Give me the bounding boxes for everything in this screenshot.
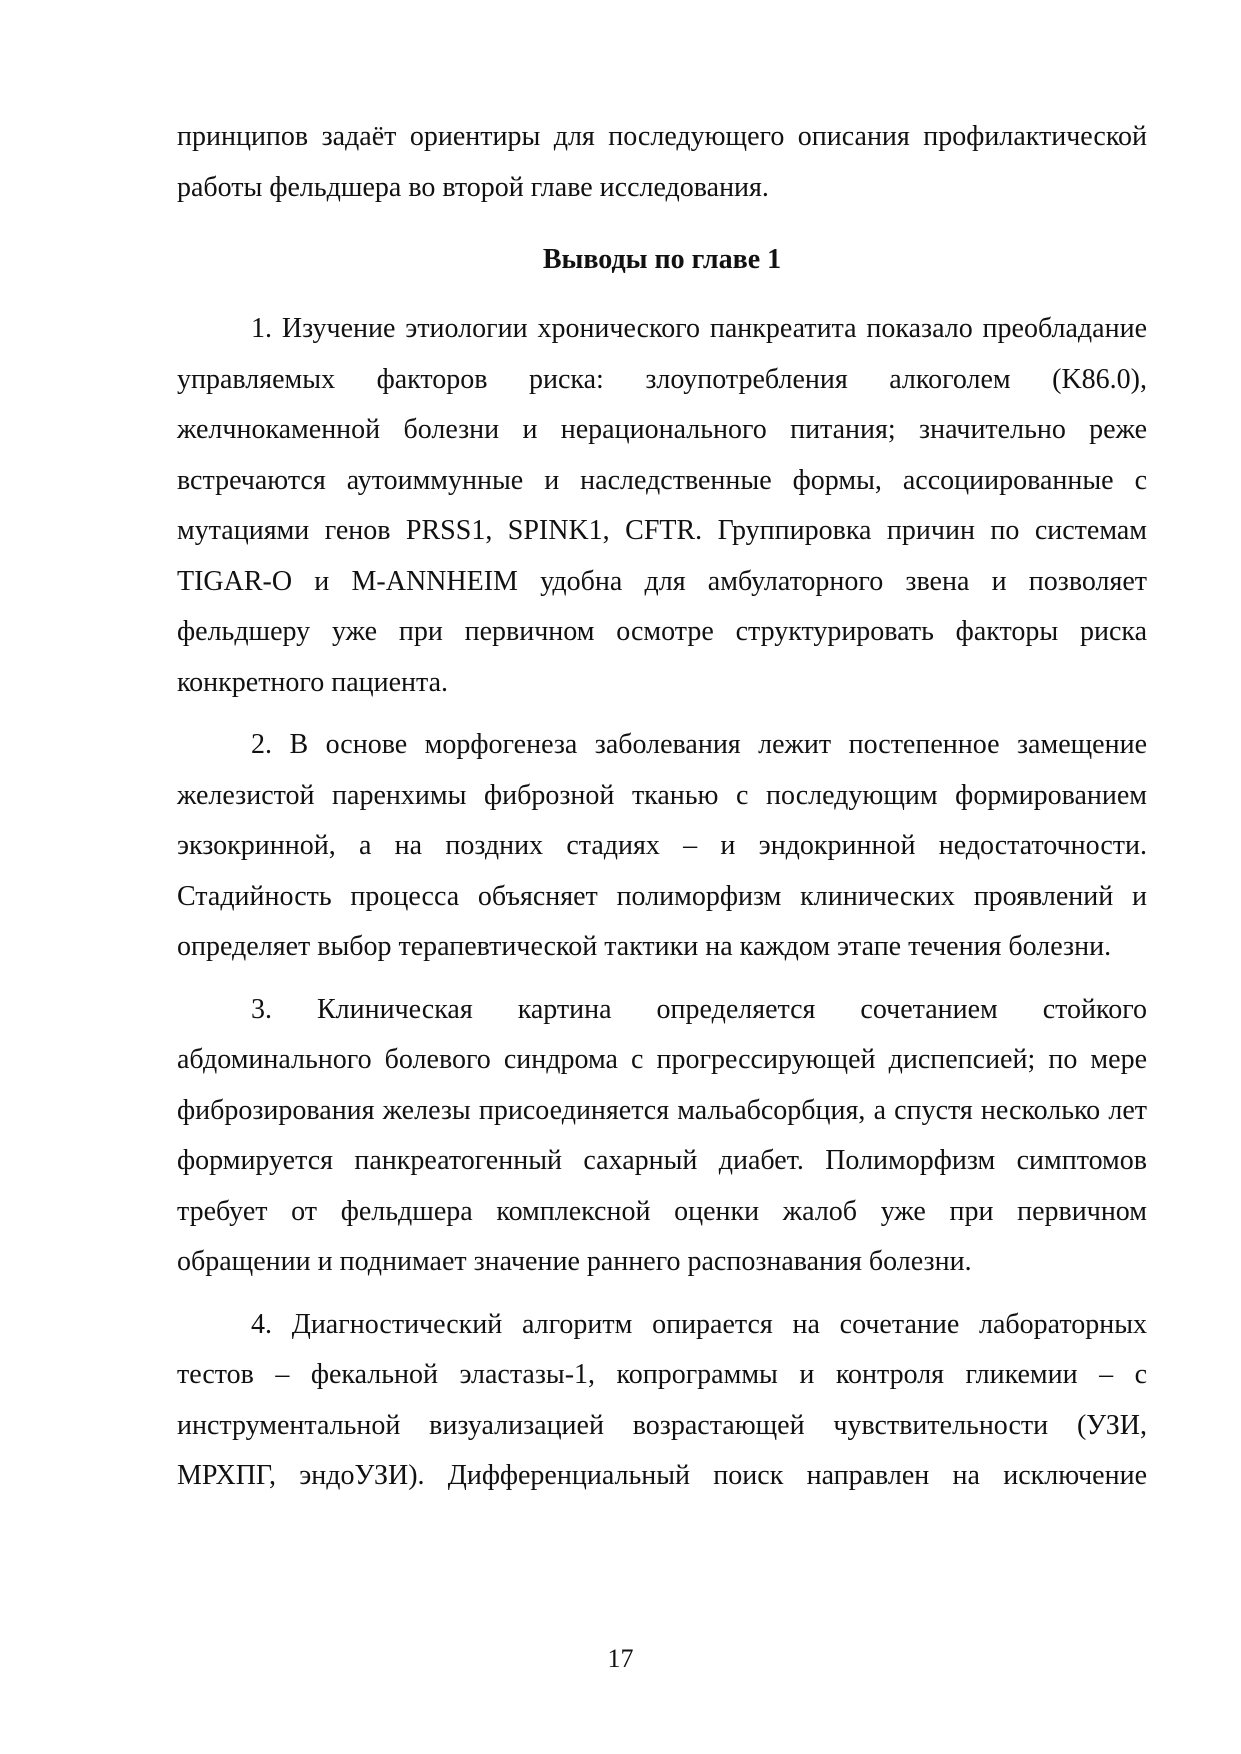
intro-paragraph: принципов задаёт ориентиры для последующего описания профилактической работы фельдшера во второй главе исследования.	[177, 121, 1147, 203]
conclusion-item-2: 2. В основе морфогенеза заболевания лежит постепенное замещение железистой паренхимы фиброзной тканью с последующим формированием экзокринной, а на поздних стадиях – и эндокринной недостаточности. Стадийность процесса объясняет полиморфизм клинических проявлений и определяет выбор терапевтической тактики на каждом этапе течения болезни.	[177, 729, 1147, 962]
section-heading: Выводы по главе 1	[542, 244, 782, 275]
conclusion-item-3: 3. Клиническая картина определяется сочетанием стойкого абдоминального болевого синдрома с прогрессирующей диспепсией; по мере фиброзирования железы присоединяется мальабсорбция, а спустя несколько лет формируется панкреатогенный сахарный диабет. Полиморфизм симптомов требует от фельдшера комплексной оценки жалоб уже при первичном обращении и поднимает значение раннего распознавания болезни.	[177, 993, 1147, 1277]
conclusion-item-4: 4. Диагностический алгоритм опирается на сочетание лабораторных тестов – фекальной эластазы-1, копрограммы и контроля гликемии – с инструментальной визуализацией возрастающей чувствительности (УЗИ, МРХПГ, эндоУЗИ). Дифференциальный поиск направлен на исключение	[177, 1308, 1147, 1491]
conclusions-list	[177, 304, 1147, 1514]
page-number: 17	[607, 1644, 634, 1673]
conclusion-item-1: 1. Изучение этиологии хронического панкреатита показало преобладание управляемых факторов риска: злоупотребления алкоголем (K86.0), желчнокаменной болезни и нерационального питания; значительно реже встречаются аутоиммунные и наследственные формы, ассоциированные с мутациями генов PRSS1, SPINK1, CFTR. Группировка причин по системам TIGAR-O и M-ANNHEIM удобна для амбулаторного звена и позволяет фельдшеру уже при первичном осмотре структурировать факторы риска конкретного пациента.	[177, 313, 1147, 698]
